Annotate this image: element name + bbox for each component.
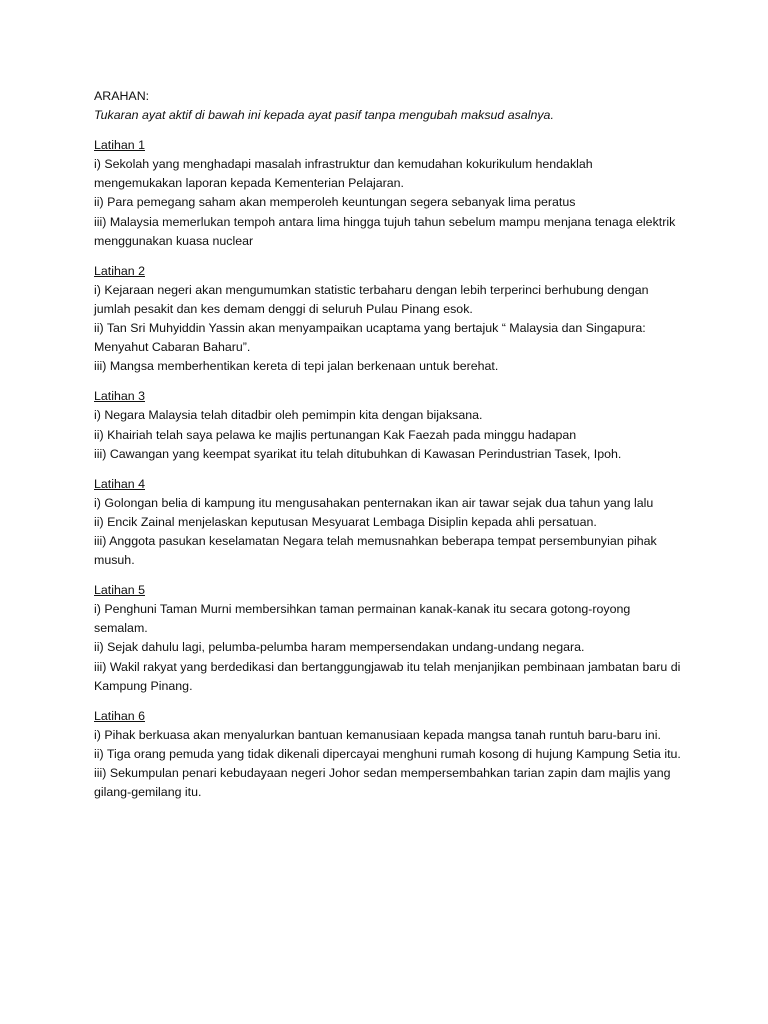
exercise-item: ii) Para pemegang saham akan memperoleh keuntungan segera sebanyak lima peratus xyxy=(94,195,576,210)
document-page xyxy=(94,87,684,802)
exercise-item: iii) Malaysia memerlukan tempoh antara lima hingga tujuh tahun sebelum mampu menjana tenaga elektrik menggunakan kuasa nuclear xyxy=(94,214,676,248)
exercise-item: ii) Encik Zainal menjelaskan keputusan Mesyuarat Lembaga Disiplin kepada ahli persatuan. xyxy=(94,514,597,529)
exercise-item: i) Sekolah yang menghadapi masalah infrastruktur dan kemudahan kokurikulum hendaklah mengemukakan laporan kepada Kementerian Pelajaran. xyxy=(94,157,593,191)
exercise-item: ii) Sejak dahulu lagi, pelumba-pelumba haram mempersendakan undang-undang negara. xyxy=(94,640,585,655)
instruction-text: Tukaran ayat aktif di bawah ini kepada ayat pasif tanpa mengubah maksud asalnya. xyxy=(94,108,554,123)
exercise-item: iii) Sekumpulan penari kebudayaan negeri Johor sedan mempersembahkan tarian zapin dam majlis yang gilang-gemilang itu. xyxy=(94,766,671,800)
exercise-item: iii) Wakil rakyat yang berdedikasi dan bertanggungjawab itu telah menjanjikan pembinaan jambatan baru di Kampung Pinang. xyxy=(94,659,681,693)
exercise-item: i) Pihak berkuasa akan menyalurkan bantuan kemanusiaan kepada mangsa tanah runtuh baru-baru ini. xyxy=(94,727,661,742)
exercise-section-4 xyxy=(94,475,684,570)
exercise-title: Latihan 5 xyxy=(94,583,145,598)
exercise-item: i) Penghuni Taman Murni membersihkan taman permainan kanak-kanak itu secara gotong-royong semalam. xyxy=(94,602,631,636)
exercise-item: i) Kejaraan negeri akan mengumumkan statistic terbaharu dengan lebih terperinci berhubung dengan jumlah pesakit dan kes demam denggi di seluruh Pulau Pinang esok. xyxy=(94,282,649,316)
exercise-item: i) Negara Malaysia telah ditadbir oleh pemimpin kita dengan bijaksana. xyxy=(94,408,483,423)
exercise-item: iii) Anggota pasukan keselamatan Negara telah memusnahkan beberapa tempat persembunyian pihak musuh. xyxy=(94,533,657,568)
exercise-title: Latihan 1 xyxy=(94,138,145,153)
exercise-title: Latihan 6 xyxy=(94,708,145,723)
exercise-section-5 xyxy=(94,581,684,696)
exercise-title: Latihan 3 xyxy=(94,389,145,404)
exercise-section-1 xyxy=(94,136,684,251)
exercise-item: ii) Khairiah telah saya pelawa ke majlis pertunangan Kak Faezah pada minggu hadapan xyxy=(94,427,577,442)
exercise-item: ii) Tan Sri Muhyiddin Yassin akan menyampaikan ucaptama yang bertajuk “ Malaysia dan Singapura: Menyahut Cabaran Baharu”. xyxy=(94,321,646,355)
exercise-title: Latihan 2 xyxy=(94,263,145,278)
exercise-section-6 xyxy=(94,707,684,802)
document-heading: ARAHAN: xyxy=(94,89,150,103)
exercise-item: i) Golongan belia di kampung itu mengusahakan penternakan ikan air tawar sejak dua tahun yang lalu xyxy=(94,495,654,510)
exercise-title: Latihan 4 xyxy=(94,476,145,491)
exercise-item: iii) Mangsa memberhentikan kereta di tepi jalan berkenaan untuk berehat. xyxy=(94,359,499,374)
exercise-section-3 xyxy=(94,387,684,463)
exercise-item: iii) Cawangan yang keempat syarikat itu telah ditubuhkan di Kawasan Perindustrian Tasek, Ipoh. xyxy=(94,446,622,461)
exercise-item: ii) Tiga orang pemuda yang tidak dikenali dipercayai menghuni rumah kosong di hujung Kampung Setia itu. xyxy=(94,746,681,761)
exercise-section-2 xyxy=(94,262,684,377)
